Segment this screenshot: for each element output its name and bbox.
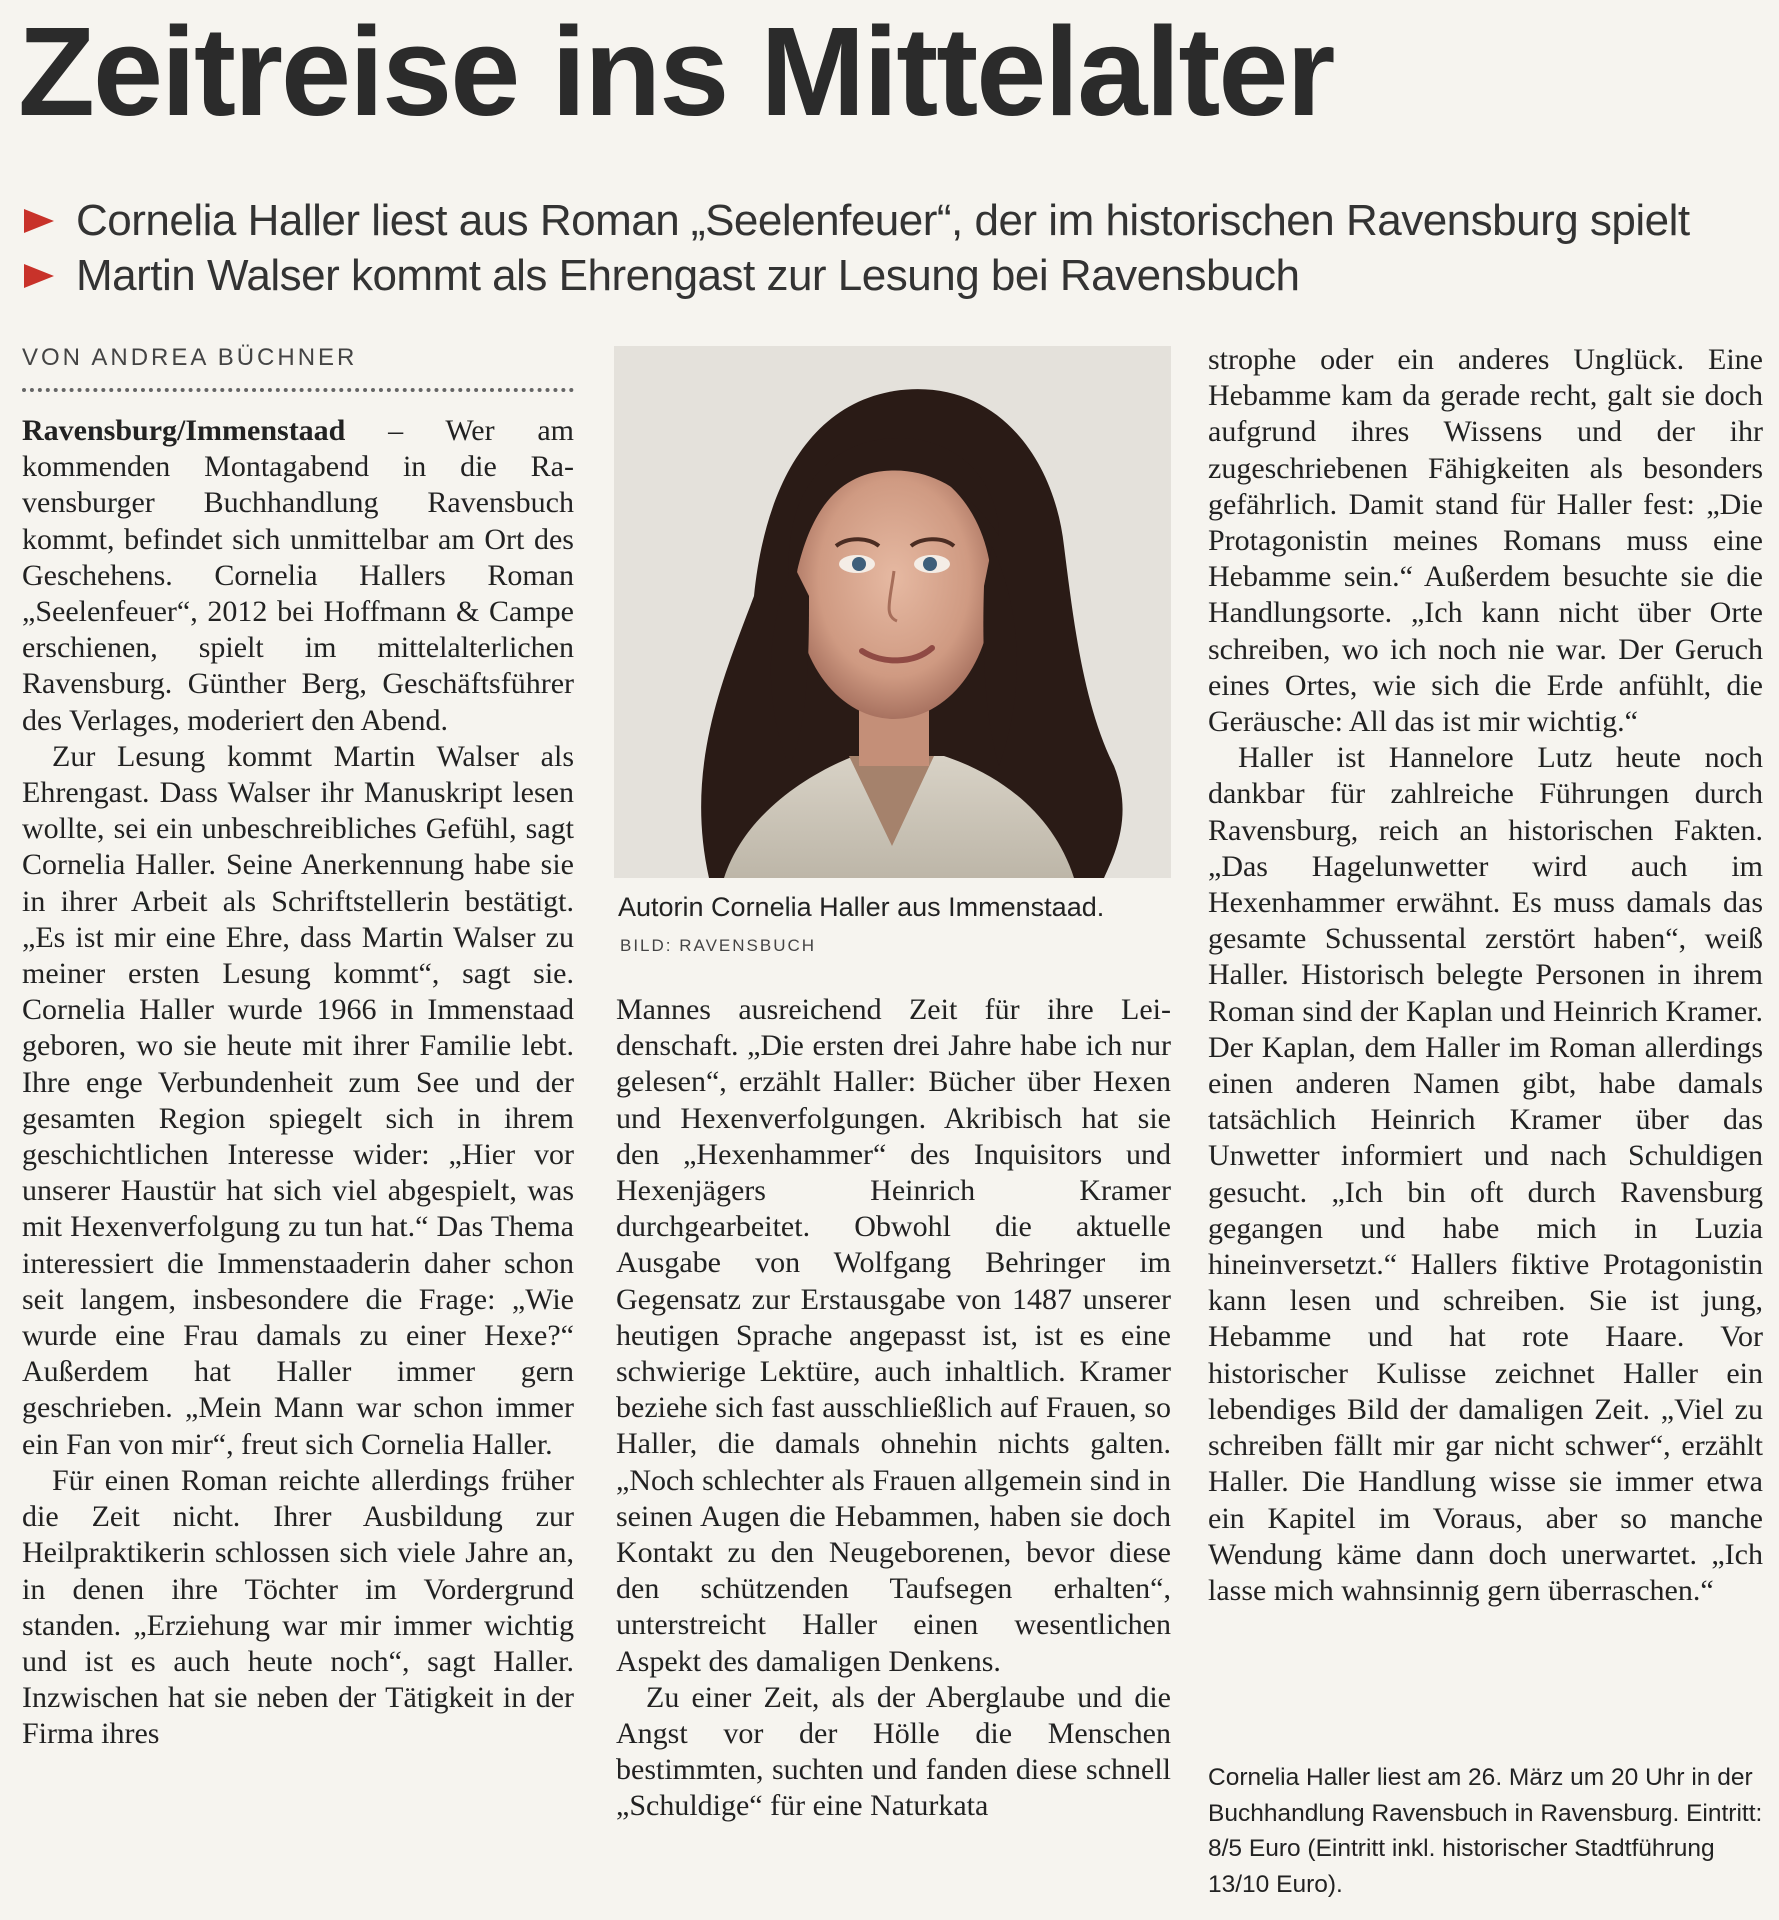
arrow-bullet-icon [24,209,54,233]
subheadline-1-text: Cornelia Haller liest aus Roman „Seelenfeuer“, der im historischen Ravensburg spielt [76,196,1690,245]
paragraph: Zur Lesung kommt Martin Walser als Ehrengast. Dass Walser ihr Manuskript lesen wollte, sei ein unbeschreibliches Gefühl, sagt Cornelia Haller. Seine Anerkennung habe sie in ihrer Arbeit als Schriftstellerin bestätigt. „Es ist mir eine Ehre, dass Martin Walser zu meiner ersten Lesung kommt“, sagt sie. Cornelia Haller wurde 1966 in Immenstaad geboren, wo sie heute mit ihrer Familie lebt. Ihre enge Verbundenheit zum See und der gesamten Region spiegelt sich in ihrem geschichtlichen Interesse wider: „Hier vor unserer Haustür hat sich viel abgespielt, was mit Hexenverfolgung zu tun hat.“ Das Thema interessiert die Immenstaaderin daher schon seit langem, insbesondere die Frage: „Wie wurde eine Frau damals zu einer Hexe?“ Außerdem hat Haller immer gern geschrieben. „Mein Mann war schon immer ein Fan von mir“, freut sich Cornelia Haller. [22,739,574,1461]
subheadline-2 [24,249,1764,303]
paragraph-text: – Wer am kommenden Montagabend in die Ravensburger Buchhandlung Ravensbuch kommt, befindet sich unmittelbar am Ort des Geschehens. Cornelia Hallers Roman „Seelenfeuer“, 2012 bei Hoffmann & Campe erschienen, spielt im mittelalterlichen Ravensburg. Günther Berg, Geschäftsführer des Verlages, moderiert den Abend. [22,414,574,737]
event-info-box: Cornelia Haller liest am 26. März um 20 Uhr in der Buchhandlung Ravensbuch in Ravensburg. Eintritt: 8/5 Euro (Eintritt inkl. historischer Stadtführung 13/10 Euro). [1208,1764,1763,1898]
headline: Zeitreise ins Mittelalter [18,1,1334,142]
author-photo [614,346,1171,878]
subheadline-2-text: Martin Walser kommt als Ehrengast zur Lesung bei Ravensbuch [76,251,1300,300]
byline: VON ANDREA BÜCHNER [22,344,358,371]
author-portrait-image [614,346,1171,878]
arrow-bullet-icon [24,264,54,288]
article-column-1 [22,413,574,1753]
paragraph: Für einen Roman reichte allerdings früher die Zeit nicht. Ihrer Ausbildung zur Heilpraktikerin schlossen sich viele Jahre an, in denen ihre Töchter im Vordergrund standen. „Erziehung war mir immer wichtig und ist es auch heute noch“, sagt Haller. Inzwischen hat sie neben der Tätigkeit in der Firma ihres [22,1463,574,1751]
paragraph [22,413,574,739]
article-column-3 [1208,342,1763,1609]
photo-credit: BILD: RAVENSBUCH [620,936,817,955]
subheadline-1 [24,194,1764,248]
byline-divider [22,388,574,392]
paragraph: Haller ist Hannelore Lutz heute noch dankbar für zahlreiche Führungen durch Ravensburg, reich an historischen Fakten. „Das Hagelunwetter wird auch im Hexenhammer erwähnt. Es muss damals das gesamte Schussental zerstört haben“, weiß Haller. Historisch belegte Personen in ihrem Roman sind der Kaplan und Heinrich Kramer. Der Kaplan, dem Haller im Roman allerdings einen anderen Namen gibt, habe damals tatsächlich Heinrich Kramer über das Unwetter informiert und nach Schuldigen gesucht. „Ich bin oft durch Ravensburg gegangen und habe mich in Luzia hineinversetzt.“ Hallers fiktive Protagonistin kann lesen und schreiben. Sie ist jung, Hebamme und hat rote Haare. Vor historischer Kulisse zeichnet Haller ein lebendiges Bild der damaligen Zeit. „Viel zu schreiben fällt mir gar nicht schwer“, erzählt Haller. Die Handlung wisse sie immer etwa ein Kapitel im Voraus, aber so manche Wendung käme dann doch unerwartet. „Ich lasse mich wahnsinnig gern überraschen.“ [1208,741,1763,1607]
photo-caption: Autorin Cornelia Haller aus Immenstaad. [618,892,1105,922]
paragraph: Zu einer Zeit, als der Aberglaube und die Angst vor der Hölle die Menschen bestimmten, suchten und fanden diese schnell „Schuldige“ für eine Naturkata [616,1680,1171,1823]
paragraph: Mannes ausreichend Zeit für ihre Leidenschaft. „Die ersten drei Jahre habe ich nur gelesen“, erzählt Haller: Bücher über Hexen und Hexenverfolgungen. Akribisch hat sie den „Hexenhammer“ des Inquisitors und Hexenjägers Heinrich Kramer durchgearbeitet. Obwohl die aktuelle Ausgabe von Wolfgang Behringer im Gegensatz zur Erstausgabe von 1487 unserer heutigen Sprache angepasst ist, ist es eine schwierige Lektüre, auch inhaltlich. Kramer beziehe sich fast ausschließlich auf Frauen, so Haller, die damals ohnehin nichts galten. „Noch schlechter als Frauen allgemein sind in seinen Augen die Hebammen, haben sie doch Kontakt zu den Neugeborenen, bevor diese den schützenden Taufsegen erhalten“, unterstreicht Haller einen wesentlichen Aspekt des damaligen Denkens. [616,993,1171,1678]
article-column-2 [616,992,1171,1825]
dateline: Ravensburg/Immenstaad [22,414,346,447]
paragraph: strophe oder ein anderes Unglück. Eine Hebamme kam da gerade recht, galt sie doch aufgrund ihres Wissens und der ihr zugeschriebenen Fähigkeiten als besonders gefährlich. Damit stand für Haller fest: „Die Protagonistin meines Romans muss eine Hebamme sein.“ Außerdem besuchte sie die Handlungsorte. „Ich kann nicht über Orte schreiben, wo ich noch nie war. Der Geruch eines Ortes, wie sich die Erde anfühlt, die Geräusche: All das ist mir wichtig.“ [1208,343,1763,739]
